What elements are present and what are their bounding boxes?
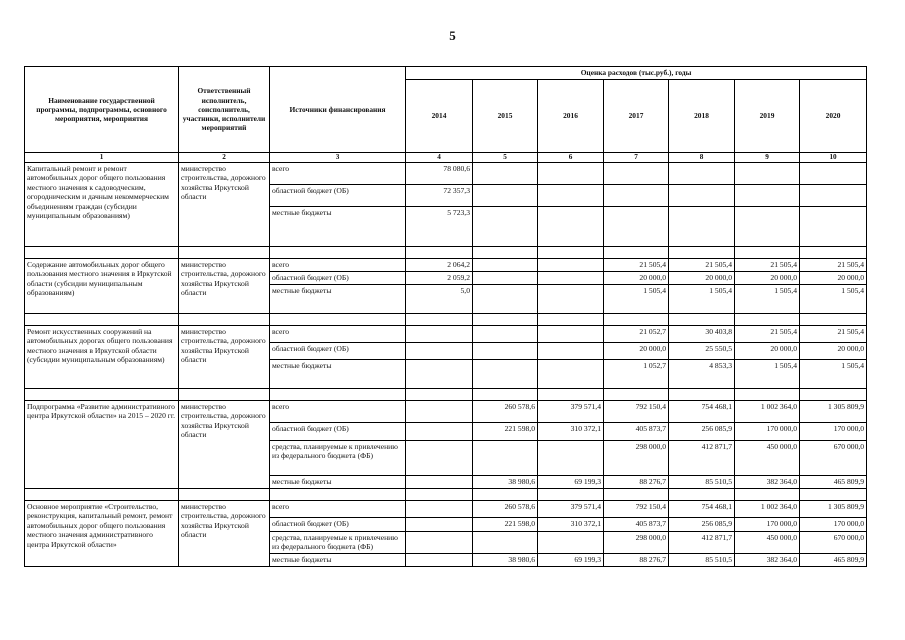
- value-cell: [735, 163, 800, 185]
- responsible-cell: министерство строительства, дорожного хозяйства Иркутской области: [179, 163, 270, 247]
- page-number: 5: [449, 28, 456, 43]
- value-cell: [669, 207, 735, 247]
- source-cell: средства, планируемые к привлечению из федерального бюджета (ФБ): [270, 441, 406, 476]
- spacer-cell: [406, 247, 473, 259]
- value-cell: 85 510,5: [669, 553, 735, 566]
- value-cell: 69 199,3: [538, 553, 604, 566]
- spacer-cell: [800, 389, 867, 401]
- column-number: 5: [473, 153, 538, 163]
- value-cell: [735, 185, 800, 207]
- value-cell: [800, 163, 867, 185]
- group-spacer-row: [25, 489, 867, 501]
- value-cell: 88 276,7: [604, 476, 669, 489]
- spacer-cell: [25, 489, 179, 501]
- value-cell: 221 598,0: [473, 423, 538, 441]
- header-year: 2015: [473, 80, 538, 153]
- spacer-cell: [604, 489, 669, 501]
- table-body: [25, 163, 867, 567]
- value-cell: 256 085,9: [669, 423, 735, 441]
- group-spacer-row: [25, 389, 867, 401]
- source-cell: областной бюджет (ОБ): [270, 423, 406, 441]
- source-cell: местные бюджеты: [270, 360, 406, 389]
- value-cell: 1 002 364,0: [735, 501, 800, 518]
- budget-table: [24, 66, 867, 567]
- spacer-cell: [473, 489, 538, 501]
- source-cell: областной бюджет (ОБ): [270, 343, 406, 360]
- value-cell: 260 578,6: [473, 501, 538, 518]
- header-year: 2016: [538, 80, 604, 153]
- table-row: [25, 326, 867, 343]
- table-row: [25, 259, 867, 272]
- spacer-cell: [473, 314, 538, 326]
- spacer-cell: [25, 314, 179, 326]
- header-year: 2020: [800, 80, 867, 153]
- spacer-cell: [735, 314, 800, 326]
- value-cell: [800, 185, 867, 207]
- source-cell: всего: [270, 259, 406, 272]
- value-cell: 792 150,4: [604, 401, 669, 423]
- value-cell: 412 871,7: [669, 532, 735, 554]
- value-cell: 310 372,1: [538, 423, 604, 441]
- value-cell: [406, 360, 473, 389]
- spacer-cell: [604, 247, 669, 259]
- value-cell: 30 403,8: [669, 326, 735, 343]
- spacer-cell: [669, 314, 735, 326]
- source-cell: областной бюджет (ОБ): [270, 185, 406, 207]
- value-cell: 21 505,4: [669, 259, 735, 272]
- value-cell: 379 571,4: [538, 501, 604, 518]
- activity-name-cell: Ремонт искусственных сооружений на автомобильных дорогах общего пользования местного значения в Иркутской области (субсидии муниципальным образованиям): [25, 326, 179, 389]
- column-number: 2: [179, 153, 270, 163]
- column-number: 1: [25, 153, 179, 163]
- value-cell: [406, 518, 473, 532]
- value-cell: 2 064,2: [406, 259, 473, 272]
- value-cell: [473, 326, 538, 343]
- value-cell: [538, 259, 604, 272]
- header-year: 2018: [669, 80, 735, 153]
- value-cell: 405 873,7: [604, 518, 669, 532]
- value-cell: [406, 532, 473, 554]
- spacer-cell: [538, 489, 604, 501]
- table-header: [25, 67, 867, 163]
- spacer-cell: [735, 389, 800, 401]
- spacer-cell: [270, 247, 406, 259]
- spacer-cell: [604, 389, 669, 401]
- responsible-cell: министерство строительства, дорожного хозяйства Иркутской области: [179, 259, 270, 314]
- value-cell: 1 505,4: [800, 285, 867, 314]
- value-cell: [604, 207, 669, 247]
- source-cell: местные бюджеты: [270, 553, 406, 566]
- source-cell: местные бюджеты: [270, 285, 406, 314]
- spacer-cell: [473, 389, 538, 401]
- value-cell: [538, 360, 604, 389]
- value-cell: 20 000,0: [800, 272, 867, 285]
- header-year: 2014: [406, 80, 473, 153]
- value-cell: [473, 441, 538, 476]
- spacer-cell: [179, 247, 270, 259]
- spacer-cell: [669, 489, 735, 501]
- source-cell: областной бюджет (ОБ): [270, 518, 406, 532]
- source-cell: местные бюджеты: [270, 476, 406, 489]
- value-cell: [406, 423, 473, 441]
- value-cell: 1 505,4: [800, 360, 867, 389]
- column-number: 4: [406, 153, 473, 163]
- value-cell: 20 000,0: [669, 272, 735, 285]
- value-cell: [538, 285, 604, 314]
- value-cell: [800, 207, 867, 247]
- value-cell: [669, 163, 735, 185]
- value-cell: [473, 360, 538, 389]
- source-cell: всего: [270, 326, 406, 343]
- value-cell: 670 000,0: [800, 441, 867, 476]
- spacer-cell: [538, 389, 604, 401]
- value-cell: [406, 441, 473, 476]
- header-estimate: Оценка расходов (тыс.руб.), годы: [406, 67, 867, 80]
- value-cell: 1 505,4: [735, 285, 800, 314]
- value-cell: 382 364,0: [735, 476, 800, 489]
- value-cell: 21 505,4: [735, 326, 800, 343]
- group-spacer-row: [25, 247, 867, 259]
- value-cell: 450 000,0: [735, 441, 800, 476]
- spacer-cell: [270, 314, 406, 326]
- value-cell: 38 980,6: [473, 476, 538, 489]
- value-cell: 1 505,4: [735, 360, 800, 389]
- value-cell: 20 000,0: [604, 343, 669, 360]
- spacer-cell: [800, 489, 867, 501]
- value-cell: 21 505,4: [604, 259, 669, 272]
- value-cell: 450 000,0: [735, 532, 800, 554]
- spacer-cell: [669, 247, 735, 259]
- table-row: [25, 401, 867, 423]
- spacer-cell: [406, 389, 473, 401]
- spacer-cell: [473, 247, 538, 259]
- header-year: 2017: [604, 80, 669, 153]
- value-cell: 754 468,1: [669, 401, 735, 423]
- source-cell: местные бюджеты: [270, 207, 406, 247]
- value-cell: [538, 185, 604, 207]
- spacer-cell: [800, 314, 867, 326]
- value-cell: [473, 185, 538, 207]
- value-cell: [406, 401, 473, 423]
- value-cell: 85 510,5: [669, 476, 735, 489]
- column-number: 9: [735, 153, 800, 163]
- activity-name-cell: Основное мероприятие «Строительство, реконструкция, капитальный ремонт, ремонт автомобильных дорог общего пользования местного значения административного центра Иркутской области»: [25, 501, 179, 567]
- header-responsible: Ответственный исполнитель, соисполнитель, участники, исполнители мероприятий: [179, 67, 270, 153]
- responsible-cell: министерство строительства, дорожного хозяйства Иркутской области: [179, 401, 270, 489]
- value-cell: 298 000,0: [604, 532, 669, 554]
- value-cell: [406, 553, 473, 566]
- value-cell: 465 809,9: [800, 476, 867, 489]
- value-cell: 379 571,4: [538, 401, 604, 423]
- value-cell: 1 305 809,9: [800, 401, 867, 423]
- header-name: Наименование государственной программы, подпрограммы, основного мероприятия, мероприятия: [25, 67, 179, 153]
- value-cell: 69 199,3: [538, 476, 604, 489]
- spacer-cell: [800, 247, 867, 259]
- spacer-cell: [735, 489, 800, 501]
- spacer-cell: [25, 247, 179, 259]
- value-cell: 670 000,0: [800, 532, 867, 554]
- spacer-cell: [406, 314, 473, 326]
- group-spacer-row: [25, 314, 867, 326]
- value-cell: 256 085,9: [669, 518, 735, 532]
- value-cell: 405 873,7: [604, 423, 669, 441]
- spacer-cell: [538, 314, 604, 326]
- source-cell: всего: [270, 501, 406, 518]
- value-cell: 20 000,0: [800, 343, 867, 360]
- value-cell: 88 276,7: [604, 553, 669, 566]
- value-cell: [538, 163, 604, 185]
- value-cell: 170 000,0: [800, 518, 867, 532]
- value-cell: [538, 532, 604, 554]
- value-cell: [538, 441, 604, 476]
- value-cell: 4 853,3: [669, 360, 735, 389]
- value-cell: 1 002 364,0: [735, 401, 800, 423]
- value-cell: 170 000,0: [735, 423, 800, 441]
- value-cell: [669, 185, 735, 207]
- spacer-cell: [669, 389, 735, 401]
- header-sources: Источники финансирования: [270, 67, 406, 153]
- value-cell: [473, 285, 538, 314]
- responsible-cell: министерство строительства, дорожного хозяйства Иркутской области: [179, 501, 270, 567]
- value-cell: [604, 163, 669, 185]
- value-cell: 170 000,0: [800, 423, 867, 441]
- value-cell: 78 080,6: [406, 163, 473, 185]
- value-cell: 5 723,3: [406, 207, 473, 247]
- spacer-cell: [538, 247, 604, 259]
- value-cell: 21 505,4: [735, 259, 800, 272]
- value-cell: [604, 185, 669, 207]
- value-cell: 298 000,0: [604, 441, 669, 476]
- spacer-cell: [179, 389, 270, 401]
- source-cell: всего: [270, 401, 406, 423]
- spacer-cell: [735, 247, 800, 259]
- value-cell: 20 000,0: [604, 272, 669, 285]
- value-cell: [735, 207, 800, 247]
- value-cell: 170 000,0: [735, 518, 800, 532]
- responsible-cell: министерство строительства, дорожного хозяйства Иркутской области: [179, 326, 270, 389]
- activity-name-cell: Капитальный ремонт и ремонт автомобильных дорог общего пользования местного значения к садоводческим, огородническим и дачным некоммерческим объединениям граждан (субсидии муниципальным образованиям): [25, 163, 179, 247]
- value-cell: 38 980,6: [473, 553, 538, 566]
- value-cell: 20 000,0: [735, 272, 800, 285]
- value-cell: 2 059,2: [406, 272, 473, 285]
- value-cell: [538, 207, 604, 247]
- value-cell: [473, 532, 538, 554]
- value-cell: 792 150,4: [604, 501, 669, 518]
- value-cell: 754 468,1: [669, 501, 735, 518]
- activity-name-cell: Подпрограмма «Развитие административного центра Иркутской области» на 2015 – 2020 гг.: [25, 401, 179, 489]
- spacer-cell: [179, 489, 270, 501]
- column-number: 7: [604, 153, 669, 163]
- value-cell: [538, 272, 604, 285]
- source-cell: средства, планируемые к привлечению из федерального бюджета (ФБ): [270, 532, 406, 554]
- value-cell: 20 000,0: [735, 343, 800, 360]
- value-cell: 1 305 809,9: [800, 501, 867, 518]
- spacer-cell: [270, 489, 406, 501]
- value-cell: 21 505,4: [800, 259, 867, 272]
- activity-name-cell: Содержание автомобильных дорог общего пользования местного значения в Иркутской области (субсидии муниципальным образованиям): [25, 259, 179, 314]
- value-cell: 1 505,4: [604, 285, 669, 314]
- value-cell: 21 505,4: [800, 326, 867, 343]
- value-cell: [473, 163, 538, 185]
- value-cell: 25 550,5: [669, 343, 735, 360]
- value-cell: [406, 326, 473, 343]
- table-row: [25, 163, 867, 185]
- value-cell: 21 052,7: [604, 326, 669, 343]
- value-cell: [473, 259, 538, 272]
- source-cell: всего: [270, 163, 406, 185]
- spacer-cell: [604, 314, 669, 326]
- spacer-cell: [406, 489, 473, 501]
- value-cell: [406, 343, 473, 360]
- value-cell: [406, 476, 473, 489]
- column-number: 3: [270, 153, 406, 163]
- value-cell: 465 809,9: [800, 553, 867, 566]
- column-number: 10: [800, 153, 867, 163]
- value-cell: 260 578,6: [473, 401, 538, 423]
- value-cell: 382 364,0: [735, 553, 800, 566]
- column-number: 6: [538, 153, 604, 163]
- spacer-cell: [25, 389, 179, 401]
- value-cell: [538, 343, 604, 360]
- value-cell: 5,0: [406, 285, 473, 314]
- column-number: 8: [669, 153, 735, 163]
- value-cell: [473, 343, 538, 360]
- value-cell: [473, 207, 538, 247]
- table-row: [25, 501, 867, 518]
- value-cell: 72 357,3: [406, 185, 473, 207]
- value-cell: 221 598,0: [473, 518, 538, 532]
- value-cell: 310 372,1: [538, 518, 604, 532]
- value-cell: 1 505,4: [669, 285, 735, 314]
- value-cell: [538, 326, 604, 343]
- header-year: 2019: [735, 80, 800, 153]
- source-cell: областной бюджет (ОБ): [270, 272, 406, 285]
- value-cell: [406, 501, 473, 518]
- spacer-cell: [179, 314, 270, 326]
- spacer-cell: [270, 389, 406, 401]
- value-cell: [473, 272, 538, 285]
- value-cell: 1 052,7: [604, 360, 669, 389]
- value-cell: 412 871,7: [669, 441, 735, 476]
